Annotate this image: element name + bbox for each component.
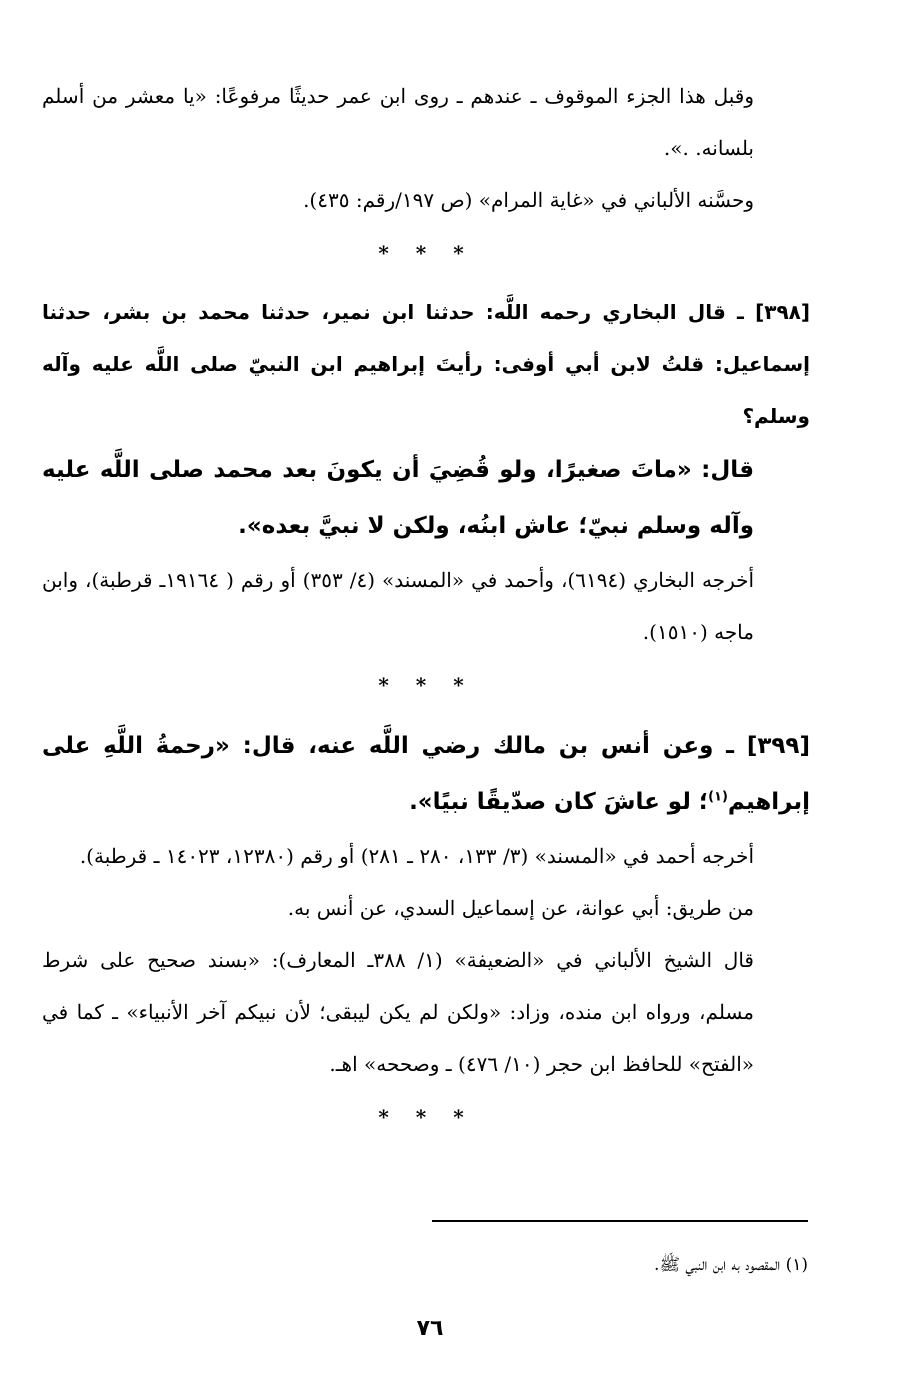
paragraph-albani-grading: وحسَّنه الألباني في «غاية المرام» (ص ١٩٧/رقم: ٤٣٥).: [303, 188, 754, 212]
section-separator: * * *: [378, 241, 474, 265]
footnote-divider: [432, 1220, 808, 1222]
paragraph-ibn-umar: وقبل هذا الجزء الموقوف ـ عندهم ـ روى ابن عمر حديثًا مرفوعًا: «يا معشر من أسلم بلسانه. .».: [42, 84, 754, 160]
page-number: ٧٦: [416, 1316, 444, 1341]
footnote-marker: (١): [708, 789, 728, 805]
hadith-399-text: [42, 718, 810, 830]
hadith-399-takhrij: أخرجه أحمد في «المسند» (٣/ ١٣٣، ٢٨٠ ـ ٢٨١) أو رقم (١٢٣٨٠، ١٤٠٢٣ ـ قرطبة).: [79, 844, 754, 868]
hadith-399-part-a: [٣٩٩] ـ وعن أنس بن مالك رضي اللَّه عنه، قال: «رحمةُ اللَّهِ على إبراهيم: [42, 733, 810, 815]
hadith-399-albani: قال الشيخ الألباني في «الضعيفة» (١/ ٣٨٨ـ المعارف): «بسند صحيح على شرط مسلم، ورواه ابن منده، وزاد: «ولكن لم يكن ليبقى؛ لأن نبيكم آخر الأنبياء» ـ كما في «الفتح» للحافظ ابن حجر (١٠/ ٤٧٦) ـ وصححه» اهـ.: [42, 948, 754, 1076]
hadith-398-isnad: [٣٩٨] ـ قال البخاري رحمه اللَّه: حدثنا ابن نمير، حدثنا محمد بن بشر، حدثنا إسماعيل: قلتُ لابن أبي أوفى: رأيتَ إبراهيم ابن النبيّ صلى اللَّه عليه وآله وسلم؟: [42, 300, 810, 428]
footnote: (١) المقصود به ابن النبي ﷺ.: [654, 1255, 808, 1275]
page-body: [42, 70, 810, 1150]
section-separator: * * *: [378, 673, 474, 697]
section-separator: * * *: [378, 1105, 474, 1129]
hadith-399-part-b: ؛ لو عاشَ كان صدّيقًا نبيًا».: [409, 789, 709, 815]
hadith-399-chain: من طريق: أبي عوانة، عن إسماعيل السدي، عن أنس به.: [287, 896, 754, 920]
hadith-398-takhrij: أخرجه البخاري (٦١٩٤)، وأحمد في «المسند» (٤/ ٣٥٣) أو رقم ( ١٩١٦٤ـ قرطبة)، وابن ماجه (١٥١٠).: [42, 568, 755, 644]
hadith-398-matn: قال: «ماتَ صغيرًا، ولو قُضِيَ أن يكونَ بعد محمد صلى اللَّه عليه وآله وسلم نبيّ؛ عاش ابنُه، ولكن لا نبيَّ بعده».: [42, 457, 754, 539]
